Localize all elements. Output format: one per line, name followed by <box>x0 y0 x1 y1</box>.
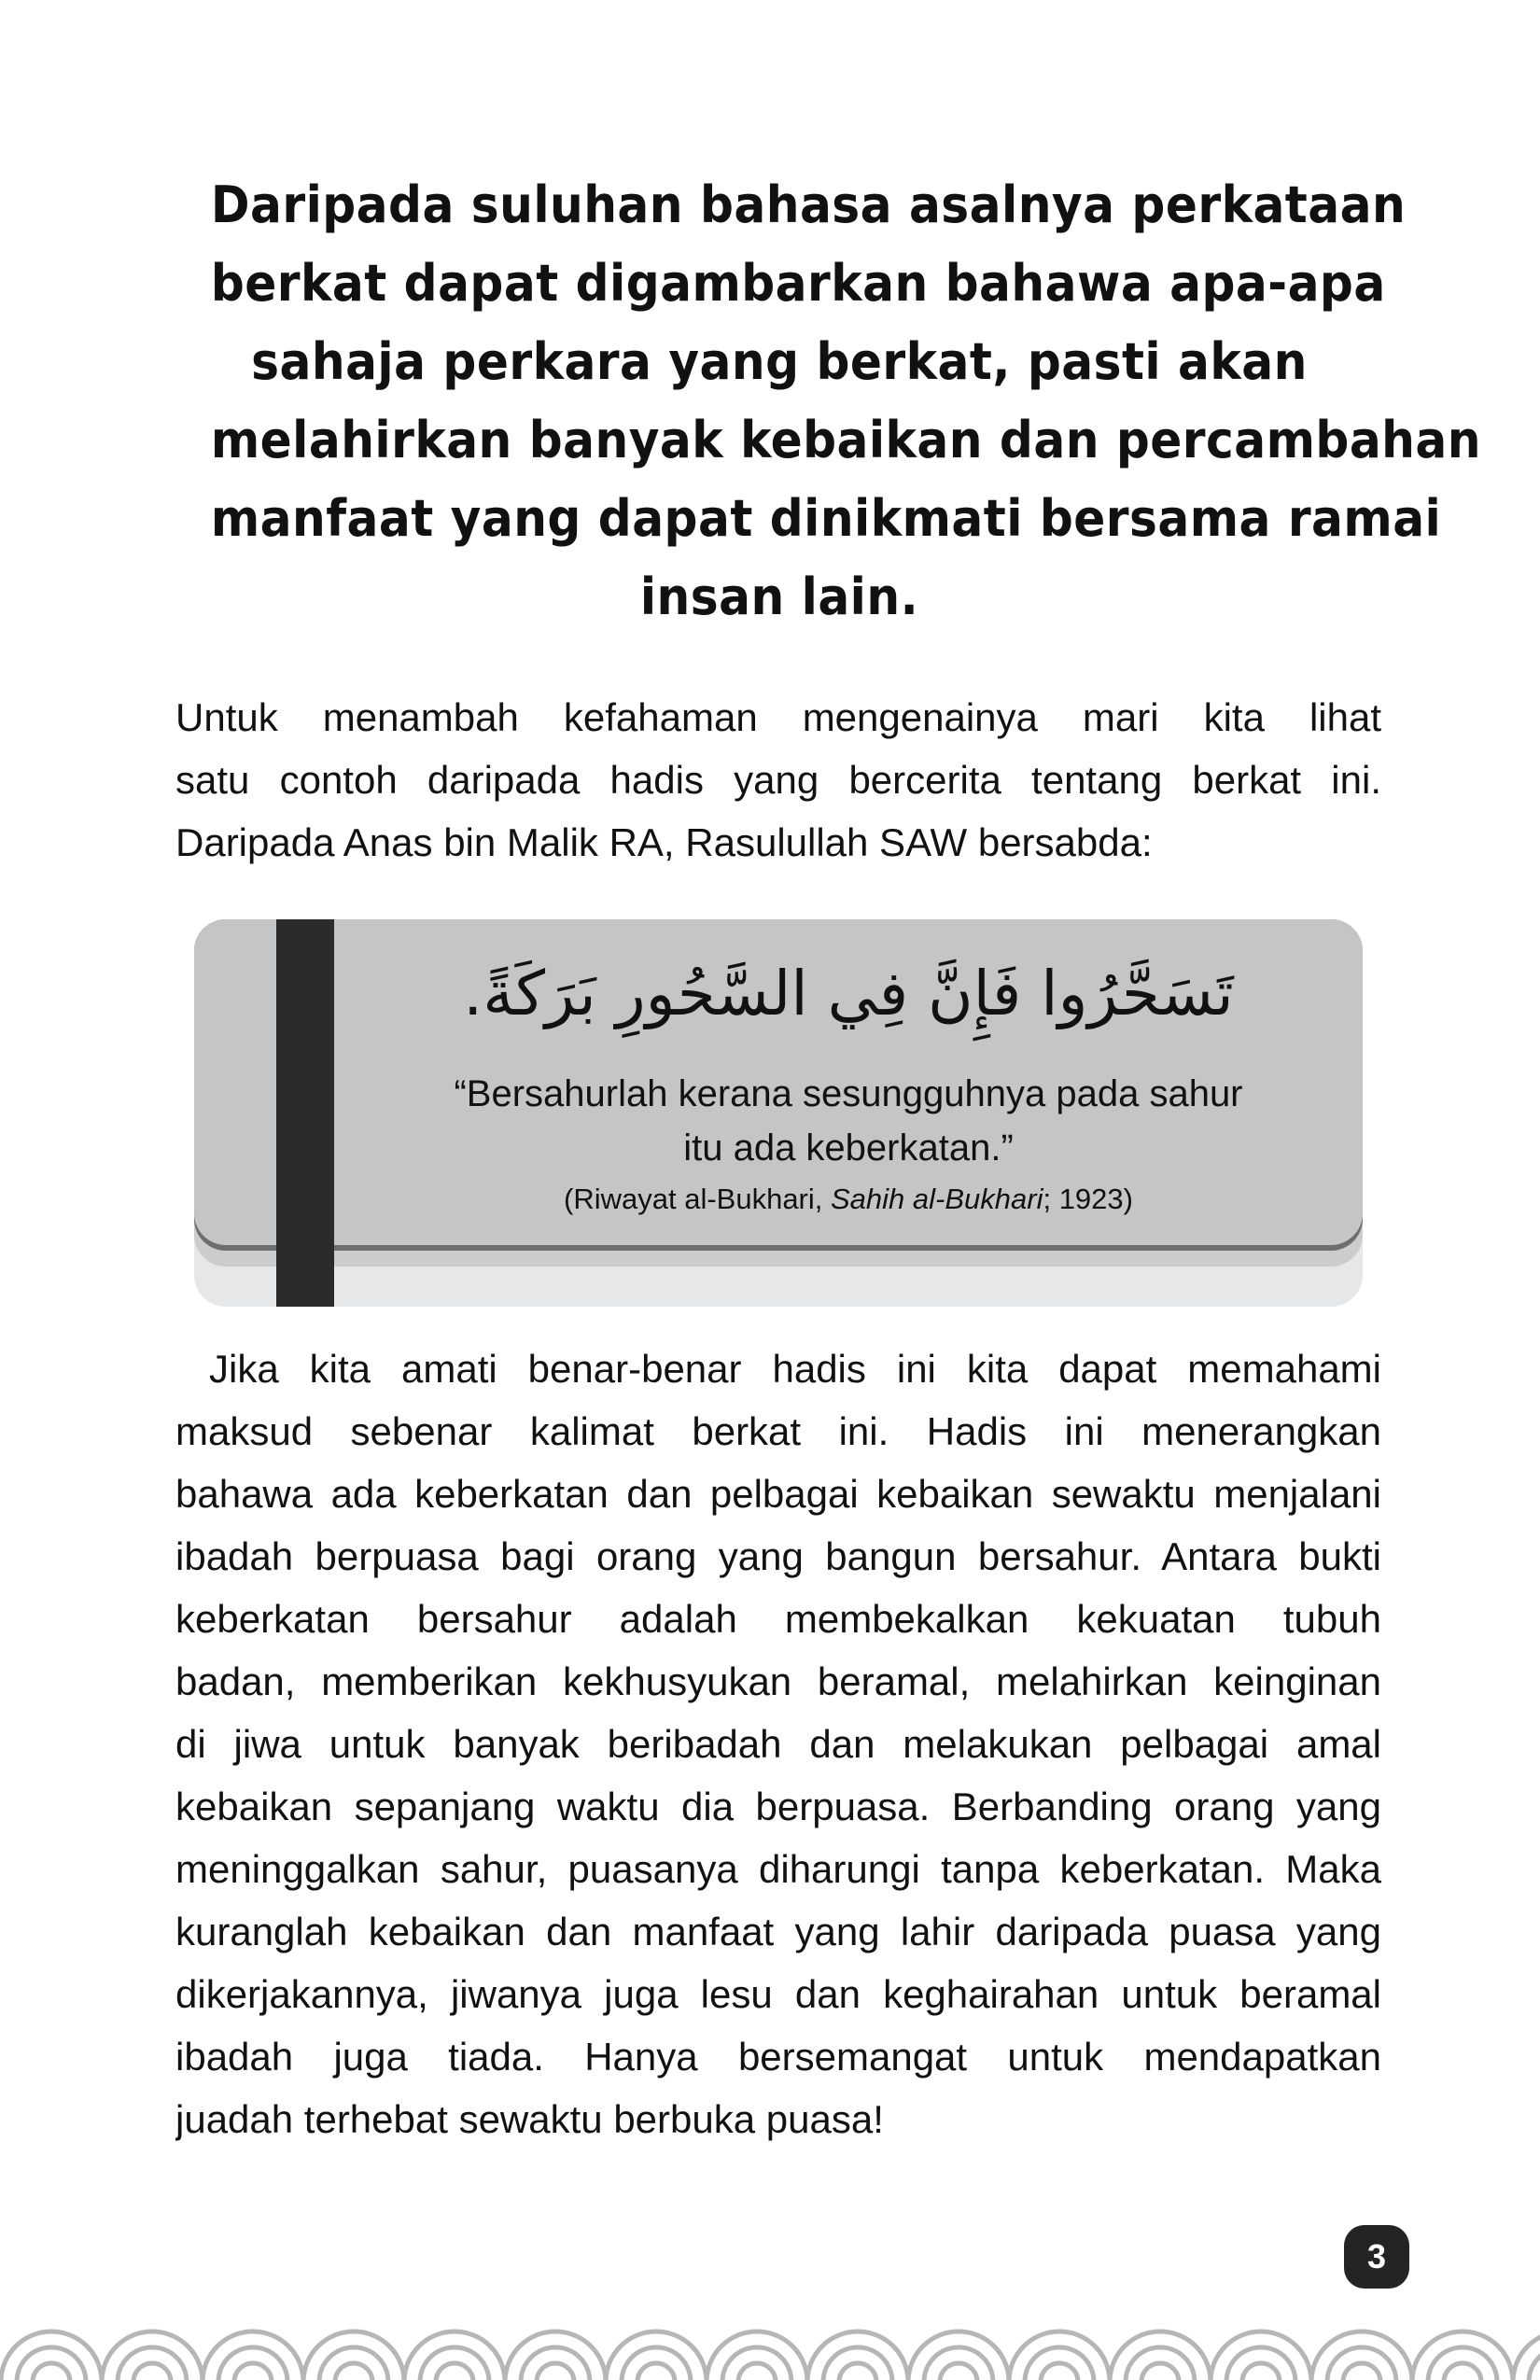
paragraph-line: di jiwa untuk banyak beribadah dan melakukan pelbagai amal <box>175 1722 1381 1766</box>
paragraph-line: juadah terhebat sewaktu berbuka puasa! <box>175 2097 884 2141</box>
paragraph-line: dikerjakannya, jiwanya juga lesu dan keghairahan untuk beramal <box>175 1972 1381 2016</box>
bookmark-bar <box>276 919 334 1307</box>
paragraph-line: badan, memberikan kekhusyukan beramal, melahirkan keinginan <box>175 1659 1381 1703</box>
paragraph-line: bahawa ada keberkatan dan pelbagai kebaikan sewaktu menjalani <box>175 1472 1381 1516</box>
paragraph-line: ibadah berpuasa bagi orang yang bangun bersahur. Antara bukti <box>175 1534 1381 1578</box>
hadith-arabic-text: تَسَحَّرُوا فَإِنَّ فِي السَّحُورِ بَرَكَةً. <box>463 958 1234 1029</box>
paragraph-line: satu contoh daripada hadis yang bercerita tentang berkat ini. <box>175 758 1381 802</box>
wave-scallop-decoration <box>0 2277 1540 2380</box>
paragraph-line: ibadah juga tiada. Hanya bersemangat untuk mendapatkan <box>175 2035 1381 2079</box>
intro-paragraph <box>175 686 1381 874</box>
hadith-source <box>334 1181 1363 1218</box>
paragraph-line: meninggalkan sahur, puasanya diharungi tanpa keberkatan. Maka <box>175 1847 1381 1891</box>
pull-quote-heading <box>168 166 1481 637</box>
paragraph-line: keberkatan bersahur adalah membekalkan kekuatan tubuh <box>175 1597 1381 1641</box>
paragraph-line: maksud sebenar kalimat berkat ini. Hadis ini menerangkan <box>175 1409 1381 1453</box>
source-prefix: (Riwayat al-Bukhari, <box>564 1183 831 1215</box>
front-wave-row <box>1 2331 1540 2380</box>
translation-line: “Bersahurlah kerana sesungguhnya pada sahur <box>454 1073 1243 1114</box>
page-number-badge: 3 <box>1344 2225 1409 2289</box>
paragraph-line: Daripada Anas bin Malik RA, Rasulullah SAW bersabda: <box>175 820 1153 864</box>
heading-line: sahaja perkara yang berkat, pasti akan <box>251 332 1308 391</box>
heading-line: melahirkan banyak kebaikan dan percambahan <box>210 411 1481 469</box>
translation-line: itu ada keberkatan.” <box>683 1127 1014 1169</box>
paragraph-line: Jika kita amati benar-benar hadis ini kita dapat memahami <box>209 1347 1381 1391</box>
hadith-quote-box <box>194 919 1363 1307</box>
paragraph-line: Untuk menambah kefahaman mengenainya mari kita lihat <box>175 695 1381 739</box>
hadith-translation <box>334 1067 1363 1175</box>
heading-line: berkat dapat digambarkan bahawa apa-apa <box>210 254 1386 313</box>
heading-line: insan lain. <box>639 567 919 626</box>
source-book-title: Sahih al-Bukhari <box>831 1183 1043 1215</box>
heading-line: Daripada suluhan bahasa asalnya perkataan <box>210 175 1407 234</box>
explanation-paragraph <box>175 1337 1381 2150</box>
source-suffix: ; 1923) <box>1043 1183 1133 1215</box>
heading-line: manfaat yang dapat dinikmati bersama ramai <box>210 489 1442 548</box>
paragraph-line: kebaikan sepanjang waktu dia berpuasa. Berbanding orang yang <box>175 1785 1381 1828</box>
paragraph-line: kuranglah kebaikan dan manfaat yang lahir daripada puasa yang <box>175 1910 1381 1953</box>
